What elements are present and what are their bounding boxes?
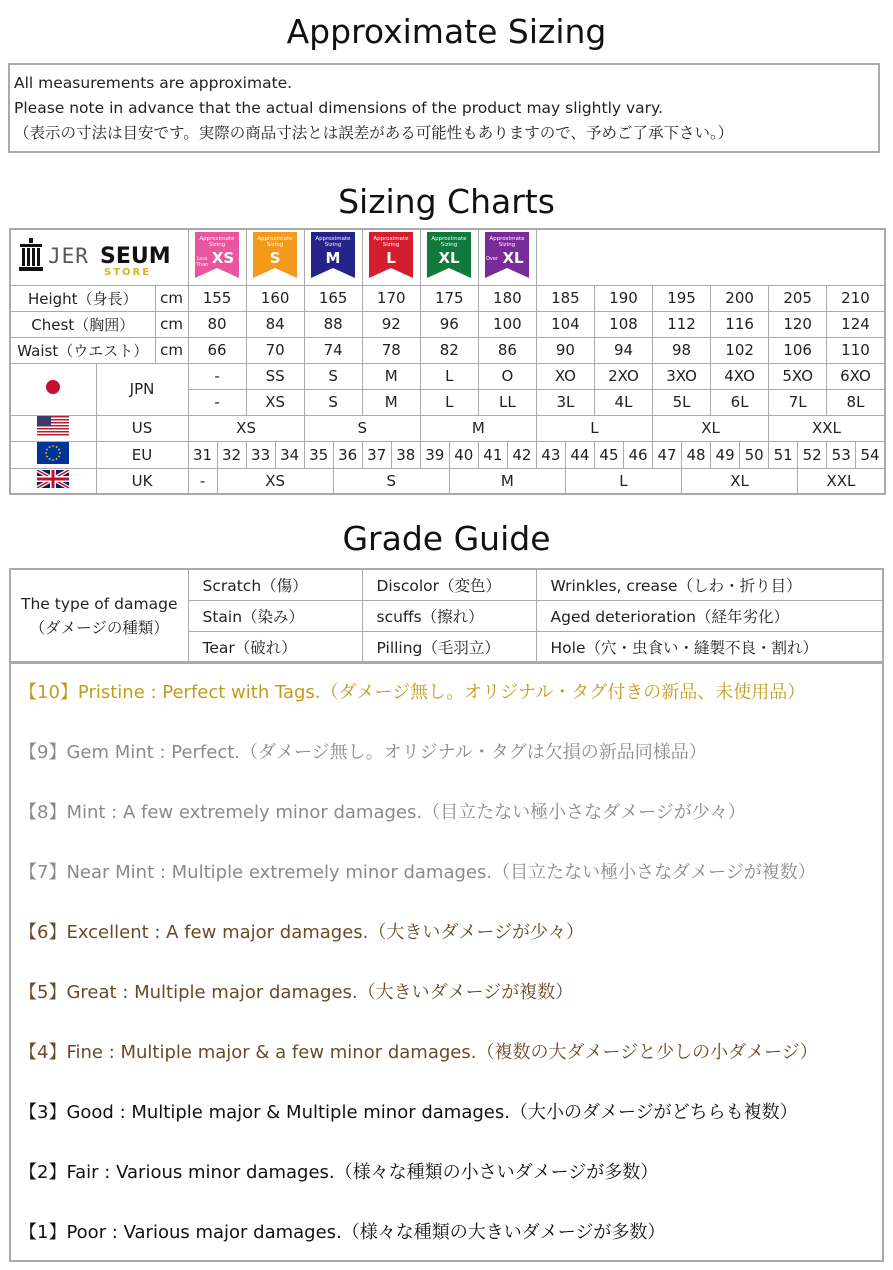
us-size: S xyxy=(304,415,420,441)
grade-item: 【5】Great : Multiple major damages.（大きいダメージが複数） xyxy=(19,982,574,1003)
damage-type: Pilling（毛羽立） xyxy=(362,632,536,664)
measurement-value: 175 xyxy=(420,285,478,311)
measurement-value: 120 xyxy=(769,311,827,337)
measurement-value: 88 xyxy=(304,311,362,337)
eu-flag-icon xyxy=(37,450,69,468)
jpn-size: LL xyxy=(478,389,536,415)
uk-size: XXL xyxy=(798,468,885,494)
us-size: M xyxy=(420,415,536,441)
svg-text:Sizing: Sizing xyxy=(266,242,284,249)
measurement-label: Height（身長） xyxy=(10,285,155,311)
measurement-value: 96 xyxy=(420,311,478,337)
jpn-size: 7L xyxy=(769,389,827,415)
damage-type: Scratch（傷） xyxy=(188,569,362,601)
measurement-value: 102 xyxy=(711,337,769,363)
damage-type: Tear（破れ） xyxy=(188,632,362,664)
damage-type: Discolor（変色） xyxy=(362,569,536,601)
size-badge-icon xyxy=(253,232,297,278)
measurement-value: 94 xyxy=(594,337,652,363)
unit-label: cm xyxy=(155,285,188,311)
jpn-size: L xyxy=(420,363,478,389)
us-row xyxy=(10,415,885,441)
measurement-value: 90 xyxy=(536,337,594,363)
measurement-label: Waist（ウエスト） xyxy=(10,337,155,363)
size-badge-l xyxy=(362,229,420,285)
eu-size: 52 xyxy=(798,441,827,468)
damage-type-table xyxy=(9,568,884,664)
size-badge-xl xyxy=(420,229,478,285)
measurement-value: 98 xyxy=(653,337,711,363)
grade-item: 【4】Fine : Multiple major & a few minor damages.（複数の大ダメージと少しの小ダメージ） xyxy=(19,1042,818,1063)
uk-size: XS xyxy=(217,468,333,494)
jpn-size: 5L xyxy=(653,389,711,415)
grade-item: 【1】Poor : Various major damages.（様々な種類の大きいダメージが多数） xyxy=(19,1222,666,1243)
measurement-value: 155 xyxy=(188,285,246,311)
measurement-value: 112 xyxy=(653,311,711,337)
eu-size: 48 xyxy=(682,441,711,468)
japan-flag-cell xyxy=(10,363,96,415)
eu-size: 41 xyxy=(478,441,507,468)
svg-text:JER: JER xyxy=(47,244,89,269)
damage-type: Hole（穴・虫食い・縫製不良・割れ） xyxy=(536,632,883,664)
jpn-row xyxy=(10,363,885,389)
grade-item: 【8】Mint : A few extremely minor damages.（目立たない極小さなダメージが少々） xyxy=(19,802,746,823)
grade-item: 【9】Gem Mint : Perfect.（ダメージ無し。オリジナル・タグは欠損の新品同様品） xyxy=(19,742,707,763)
size-badge-icon xyxy=(311,232,355,278)
svg-text:Sizing: Sizing xyxy=(324,242,342,249)
unit-label: cm xyxy=(155,337,188,363)
approximate-note xyxy=(8,63,880,153)
us-label: US xyxy=(96,415,188,441)
svg-text:M: M xyxy=(325,249,341,268)
sizing-table xyxy=(9,228,886,495)
us-flag-cell xyxy=(10,415,96,441)
measurement-value: 190 xyxy=(594,285,652,311)
eu-flag-cell xyxy=(10,441,96,468)
damage-type: Wrinkles, crease（しわ・折り目） xyxy=(536,569,883,601)
size-badge-m xyxy=(304,229,362,285)
grade-item: 【7】Near Mint : Multiple extremely minor damages.（目立たない極小さなダメージが複数） xyxy=(19,862,816,883)
note-line: All measurements are approximate. xyxy=(14,74,293,92)
size-badge-xs xyxy=(188,229,246,285)
svg-text:Sizing: Sizing xyxy=(208,242,226,249)
measurement-value: 116 xyxy=(711,311,769,337)
us-size: XL xyxy=(653,415,769,441)
jpn-size: 3L xyxy=(536,389,594,415)
us-size: XS xyxy=(188,415,304,441)
eu-row xyxy=(10,441,885,468)
jpn-size: - xyxy=(188,363,246,389)
measurement-value: 108 xyxy=(594,311,652,337)
measurement-value: 104 xyxy=(536,311,594,337)
grade-guide-title: Grade Guide xyxy=(342,519,551,558)
uk-size: M xyxy=(449,468,565,494)
measurement-value: 195 xyxy=(653,285,711,311)
approximate-sizing-title: Approximate Sizing xyxy=(286,12,607,51)
jpn-size: 4XO xyxy=(711,363,769,389)
svg-text:STORE: STORE xyxy=(103,267,151,279)
measurement-value: 80 xyxy=(188,311,246,337)
note-line: （表示の寸法は目安です。実際の商品寸法とは誤差がある可能性もありますので、予めご了承下さい。） xyxy=(14,124,734,142)
eu-size: 37 xyxy=(362,441,391,468)
eu-size: 34 xyxy=(275,441,304,468)
measurement-value: 100 xyxy=(478,311,536,337)
size-badge-s xyxy=(246,229,304,285)
japan-flag-icon xyxy=(43,383,63,401)
jpn-size: L xyxy=(420,389,478,415)
grade-item: 【10】Pristine : Perfect with Tags.（ダメージ無し。オリジナル・タグ付きの新品、未使用品） xyxy=(19,682,806,703)
svg-text:Approximate: Approximate xyxy=(257,236,293,243)
eu-size: 42 xyxy=(507,441,536,468)
measurement-row xyxy=(10,285,885,311)
damage-type: scuffs（擦れ） xyxy=(362,601,536,632)
svg-text:Approximate: Approximate xyxy=(373,236,409,243)
jpn-size: 8L xyxy=(827,389,885,415)
eu-size: 35 xyxy=(304,441,333,468)
grade-item: 【6】Excellent : A few major damages.（大きいダメージが少々） xyxy=(19,922,585,943)
measurement-value: 84 xyxy=(246,311,304,337)
eu-size: 45 xyxy=(594,441,623,468)
eu-size: 40 xyxy=(449,441,478,468)
svg-text:Than: Than xyxy=(195,262,209,269)
svg-text:XL: XL xyxy=(438,249,460,268)
measurement-value: 92 xyxy=(362,311,420,337)
svg-text:L: L xyxy=(386,249,397,268)
damage-type: Stain（染み） xyxy=(188,601,362,632)
size-badge-icon xyxy=(195,232,239,278)
measurement-label: Chest（胸囲） xyxy=(10,311,155,337)
jpn-size: 4L xyxy=(594,389,652,415)
eu-size: 33 xyxy=(246,441,275,468)
measurement-row xyxy=(10,311,885,337)
uk-label: UK xyxy=(96,468,188,494)
svg-text:Over: Over xyxy=(486,256,499,263)
eu-label: EU xyxy=(96,441,188,468)
jpn-size: - xyxy=(188,389,246,415)
measurement-value: 70 xyxy=(246,337,304,363)
svg-text:Less: Less xyxy=(196,256,208,263)
uk-size: XL xyxy=(682,468,798,494)
eu-size: 43 xyxy=(536,441,565,468)
svg-text:XS: XS xyxy=(211,249,235,268)
jpn-size: XS xyxy=(246,389,304,415)
jpn-size: 6XO xyxy=(827,363,885,389)
jpn-size: XO xyxy=(536,363,594,389)
size-badge-icon xyxy=(427,232,471,278)
svg-text:Approximate: Approximate xyxy=(315,236,351,243)
eu-size: 31 xyxy=(188,441,217,468)
uk-size: S xyxy=(333,468,449,494)
svg-text:Approximate: Approximate xyxy=(431,236,467,243)
eu-size: 51 xyxy=(769,441,798,468)
uk-size: - xyxy=(188,468,217,494)
sizing-charts-title: Sizing Charts xyxy=(338,182,555,221)
measurement-value: 210 xyxy=(827,285,885,311)
measurement-value: 86 xyxy=(478,337,536,363)
measurement-value: 165 xyxy=(304,285,362,311)
grade-list xyxy=(9,661,884,1262)
us-flag-icon xyxy=(37,422,69,440)
svg-text:Approximate: Approximate xyxy=(199,236,235,243)
measurement-value: 78 xyxy=(362,337,420,363)
svg-text:Sizing: Sizing xyxy=(383,242,400,249)
us-size: XXL xyxy=(769,415,885,441)
measurement-value: 205 xyxy=(769,285,827,311)
size-badge-icon xyxy=(369,232,413,278)
svg-text:SEUM: SEUM xyxy=(99,244,171,270)
measurement-value: 124 xyxy=(827,311,885,337)
svg-text:Sizing: Sizing xyxy=(499,242,516,249)
size-badge-icon xyxy=(485,232,529,278)
eu-size: 36 xyxy=(333,441,362,468)
grade-item: 【2】Fair : Various minor damages.（様々な種類の小さいダメージが多数） xyxy=(19,1162,659,1183)
us-size: L xyxy=(536,415,652,441)
jpn-size: SS xyxy=(246,363,304,389)
uk-row xyxy=(10,468,885,494)
size-badge-xl xyxy=(478,229,536,285)
svg-text:Sizing: Sizing xyxy=(441,242,458,249)
jpn-size: 2XO xyxy=(594,363,652,389)
measurement-value: 200 xyxy=(711,285,769,311)
measurement-value: 74 xyxy=(304,337,362,363)
eu-size: 46 xyxy=(623,441,652,468)
measurement-value: 110 xyxy=(827,337,885,363)
measurement-value: 160 xyxy=(246,285,304,311)
jpn-size: M xyxy=(362,363,420,389)
eu-size: 39 xyxy=(420,441,449,468)
svg-text:Approximate: Approximate xyxy=(489,236,525,243)
measurement-value: 106 xyxy=(769,337,827,363)
jpn-size: 5XO xyxy=(769,363,827,389)
jpn-size: O xyxy=(478,363,536,389)
grade-item: 【3】Good : Multiple major & Multiple minor damages.（大小のダメージがどちらも複数） xyxy=(19,1102,798,1123)
measurement-value: 170 xyxy=(362,285,420,311)
jpn-size: 3XO xyxy=(653,363,711,389)
note-line: Please note in advance that the actual dimensions of the product may slightly vary. xyxy=(14,99,663,117)
eu-size: 47 xyxy=(653,441,682,468)
measurement-value: 185 xyxy=(536,285,594,311)
damage-type: Aged deterioration（経年劣化） xyxy=(536,601,883,632)
measurement-value: 82 xyxy=(420,337,478,363)
measurement-value: 66 xyxy=(188,337,246,363)
eu-size: 53 xyxy=(827,441,856,468)
measurement-value: 180 xyxy=(478,285,536,311)
jpn-size: S xyxy=(304,363,362,389)
svg-text:S: S xyxy=(269,249,281,268)
jpn-size: M xyxy=(362,389,420,415)
uk-size: L xyxy=(565,468,681,494)
jpn-label: JPN xyxy=(96,363,188,415)
measurement-row xyxy=(10,337,885,363)
unit-label: cm xyxy=(155,311,188,337)
jpn-size: S xyxy=(304,389,362,415)
damage-type-label: The type of damage （ダメージの種類） xyxy=(10,569,188,663)
uk-flag-icon xyxy=(37,474,69,492)
eu-size: 38 xyxy=(391,441,420,468)
eu-size: 50 xyxy=(740,441,769,468)
eu-size: 49 xyxy=(711,441,740,468)
eu-size: 54 xyxy=(856,441,885,468)
eu-size: 44 xyxy=(565,441,594,468)
svg-text:XL: XL xyxy=(502,249,524,268)
jerseum-logo xyxy=(10,229,188,285)
uk-flag-cell xyxy=(10,468,96,494)
eu-size: 32 xyxy=(217,441,246,468)
jpn-size: 6L xyxy=(711,389,769,415)
